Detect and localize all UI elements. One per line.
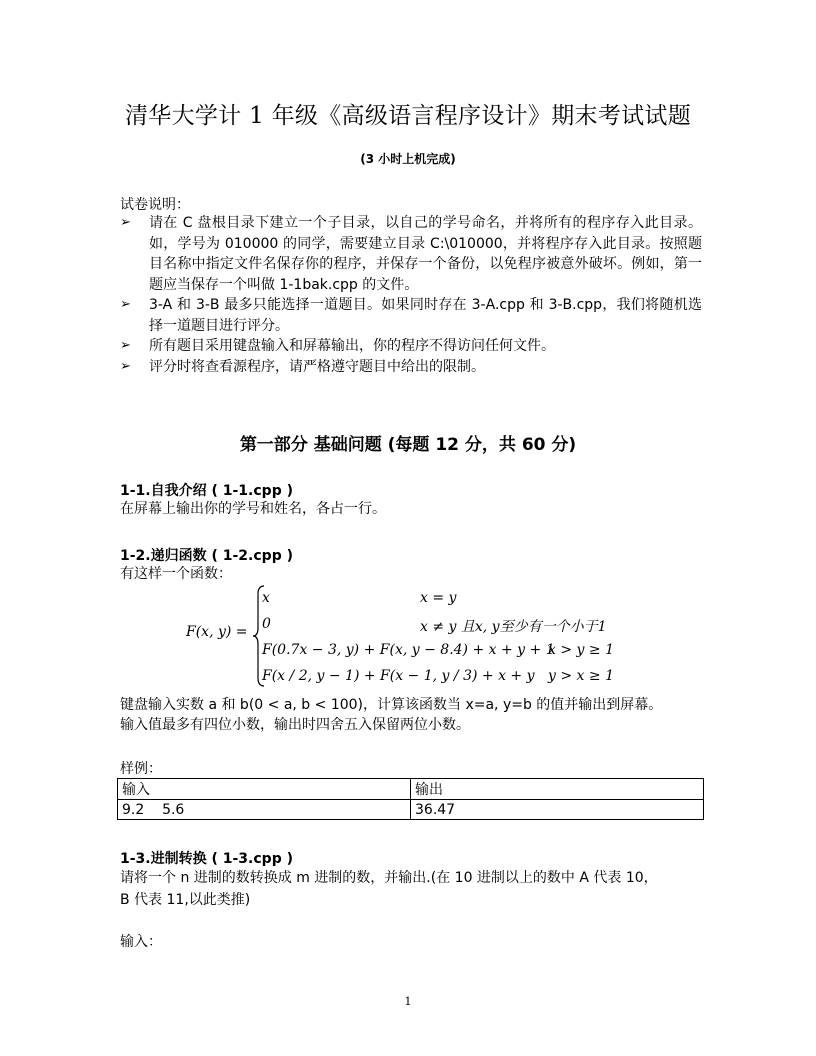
formula-case-3-cond: x > y ≥ 1 bbox=[548, 642, 614, 658]
formula-case-1-cond: x = y bbox=[420, 590, 457, 606]
arrow-bullet-icon: ➢ bbox=[120, 297, 131, 312]
question-1-2-desc-1: 键盘输入实数 a 和 b(0 < a, b < 100)，计算该函数当 x=a, y=b 的值并输出到屏幕。 bbox=[120, 697, 663, 713]
list-item bbox=[120, 336, 702, 357]
piecewise-formula bbox=[186, 584, 666, 694]
question-1-2-desc-2: 输入值最多有四位小数，输出时四舍五入保留两位小数。 bbox=[120, 717, 470, 733]
question-1-2-heading: 1-2.递归函数 ( 1-2.cpp ) bbox=[120, 548, 293, 564]
list-item bbox=[120, 295, 702, 336]
formula-case-4-expr: F(x / 2, y − 1) + F(x − 1, y / 3) + x + y bbox=[262, 668, 535, 684]
table-row bbox=[118, 800, 704, 820]
instructions-list bbox=[120, 213, 702, 377]
question-1-3-input-label: 输入： bbox=[120, 934, 162, 950]
rule-text: 所有题目采用键盘输入和屏幕输出，你的程序不得访问任何文件。 bbox=[149, 338, 555, 354]
arrow-bullet-icon: ➢ bbox=[120, 338, 131, 353]
formula-case-2-expr: 0 bbox=[262, 616, 271, 632]
page-number: 1 bbox=[404, 995, 412, 1008]
page-title: 清华大学计 1 年级《高级语言程序设计》期末考试试题 bbox=[124, 103, 692, 129]
question-1-3-body-2: B 代表 11,以此类推) bbox=[120, 892, 251, 908]
table-header-cell: 输入 bbox=[118, 779, 411, 800]
table-header-row bbox=[118, 779, 704, 800]
sample-label: 样例： bbox=[120, 761, 162, 777]
arrow-bullet-icon: ➢ bbox=[120, 358, 131, 374]
question-1-3-heading: 1-3.进制转换 ( 1-3.cpp ) bbox=[120, 851, 293, 867]
formula-case-1-expr: x bbox=[262, 590, 270, 606]
question-1-1-heading: 1-1.自我介绍 ( 1-1.cpp ) bbox=[120, 483, 293, 499]
table-cell: 36.47 bbox=[411, 800, 704, 820]
question-1-3-body-1: 请将一个 n 进制的数转换成 m 进制的数，并输出.(在 10 进制以上的数中 A 代表 10， bbox=[120, 870, 658, 886]
list-item bbox=[120, 213, 702, 295]
sample-table bbox=[117, 778, 704, 820]
formula-case-4-cond: y > x ≥ 1 bbox=[548, 668, 614, 684]
table-cell: 9.2 5.6 bbox=[118, 800, 411, 820]
formula-lhs: F(x, y) = bbox=[186, 624, 248, 640]
rule-text: 请在 C 盘根目录下建立一个子目录，以自己的学号命名，并将所有的程序存入此目录。如，学号为 010000 的同学，需要建立目录 C:\010000，并将程序存入此目录。按照题目名称中指定文件名保存你的程序，并保存一个备份，以免程序被意外破坏。例如，第一题应当保存一个叫做 1-1bak.cpp 的文件。 bbox=[149, 215, 702, 293]
question-1-1-body: 在屏幕上输出你的学号和姓名，各占一行。 bbox=[120, 501, 386, 517]
instructions-label: 试卷说明： bbox=[120, 197, 190, 213]
question-1-2-intro: 有这样一个函数： bbox=[120, 566, 232, 582]
formula-case-2-cond: x ≠ y 且x, y至少有一个小于1 bbox=[420, 619, 607, 635]
page-subtitle: (3 小时上机完成) bbox=[360, 152, 456, 166]
table-header-cell: 输出 bbox=[411, 779, 704, 800]
arrow-bullet-icon: ➢ bbox=[120, 215, 131, 230]
rule-text: 3-A 和 3-B 最多只能选择一道题目。如果同时存在 3-A.cpp 和 3-B.cpp，我们将随机选择一道题目进行评分。 bbox=[149, 297, 702, 334]
list-item bbox=[120, 357, 702, 378]
rule-text: 评分时将查看源程序，请严格遵守题目中给出的限制。 bbox=[149, 358, 485, 375]
formula-case-3-expr: F(0.7x − 3, y) + F(x, y − 8.4) + x + y + 1 bbox=[262, 642, 555, 658]
part-one-heading: 第一部分 基础问题 (每题 12 分，共 60 分) bbox=[239, 435, 577, 455]
